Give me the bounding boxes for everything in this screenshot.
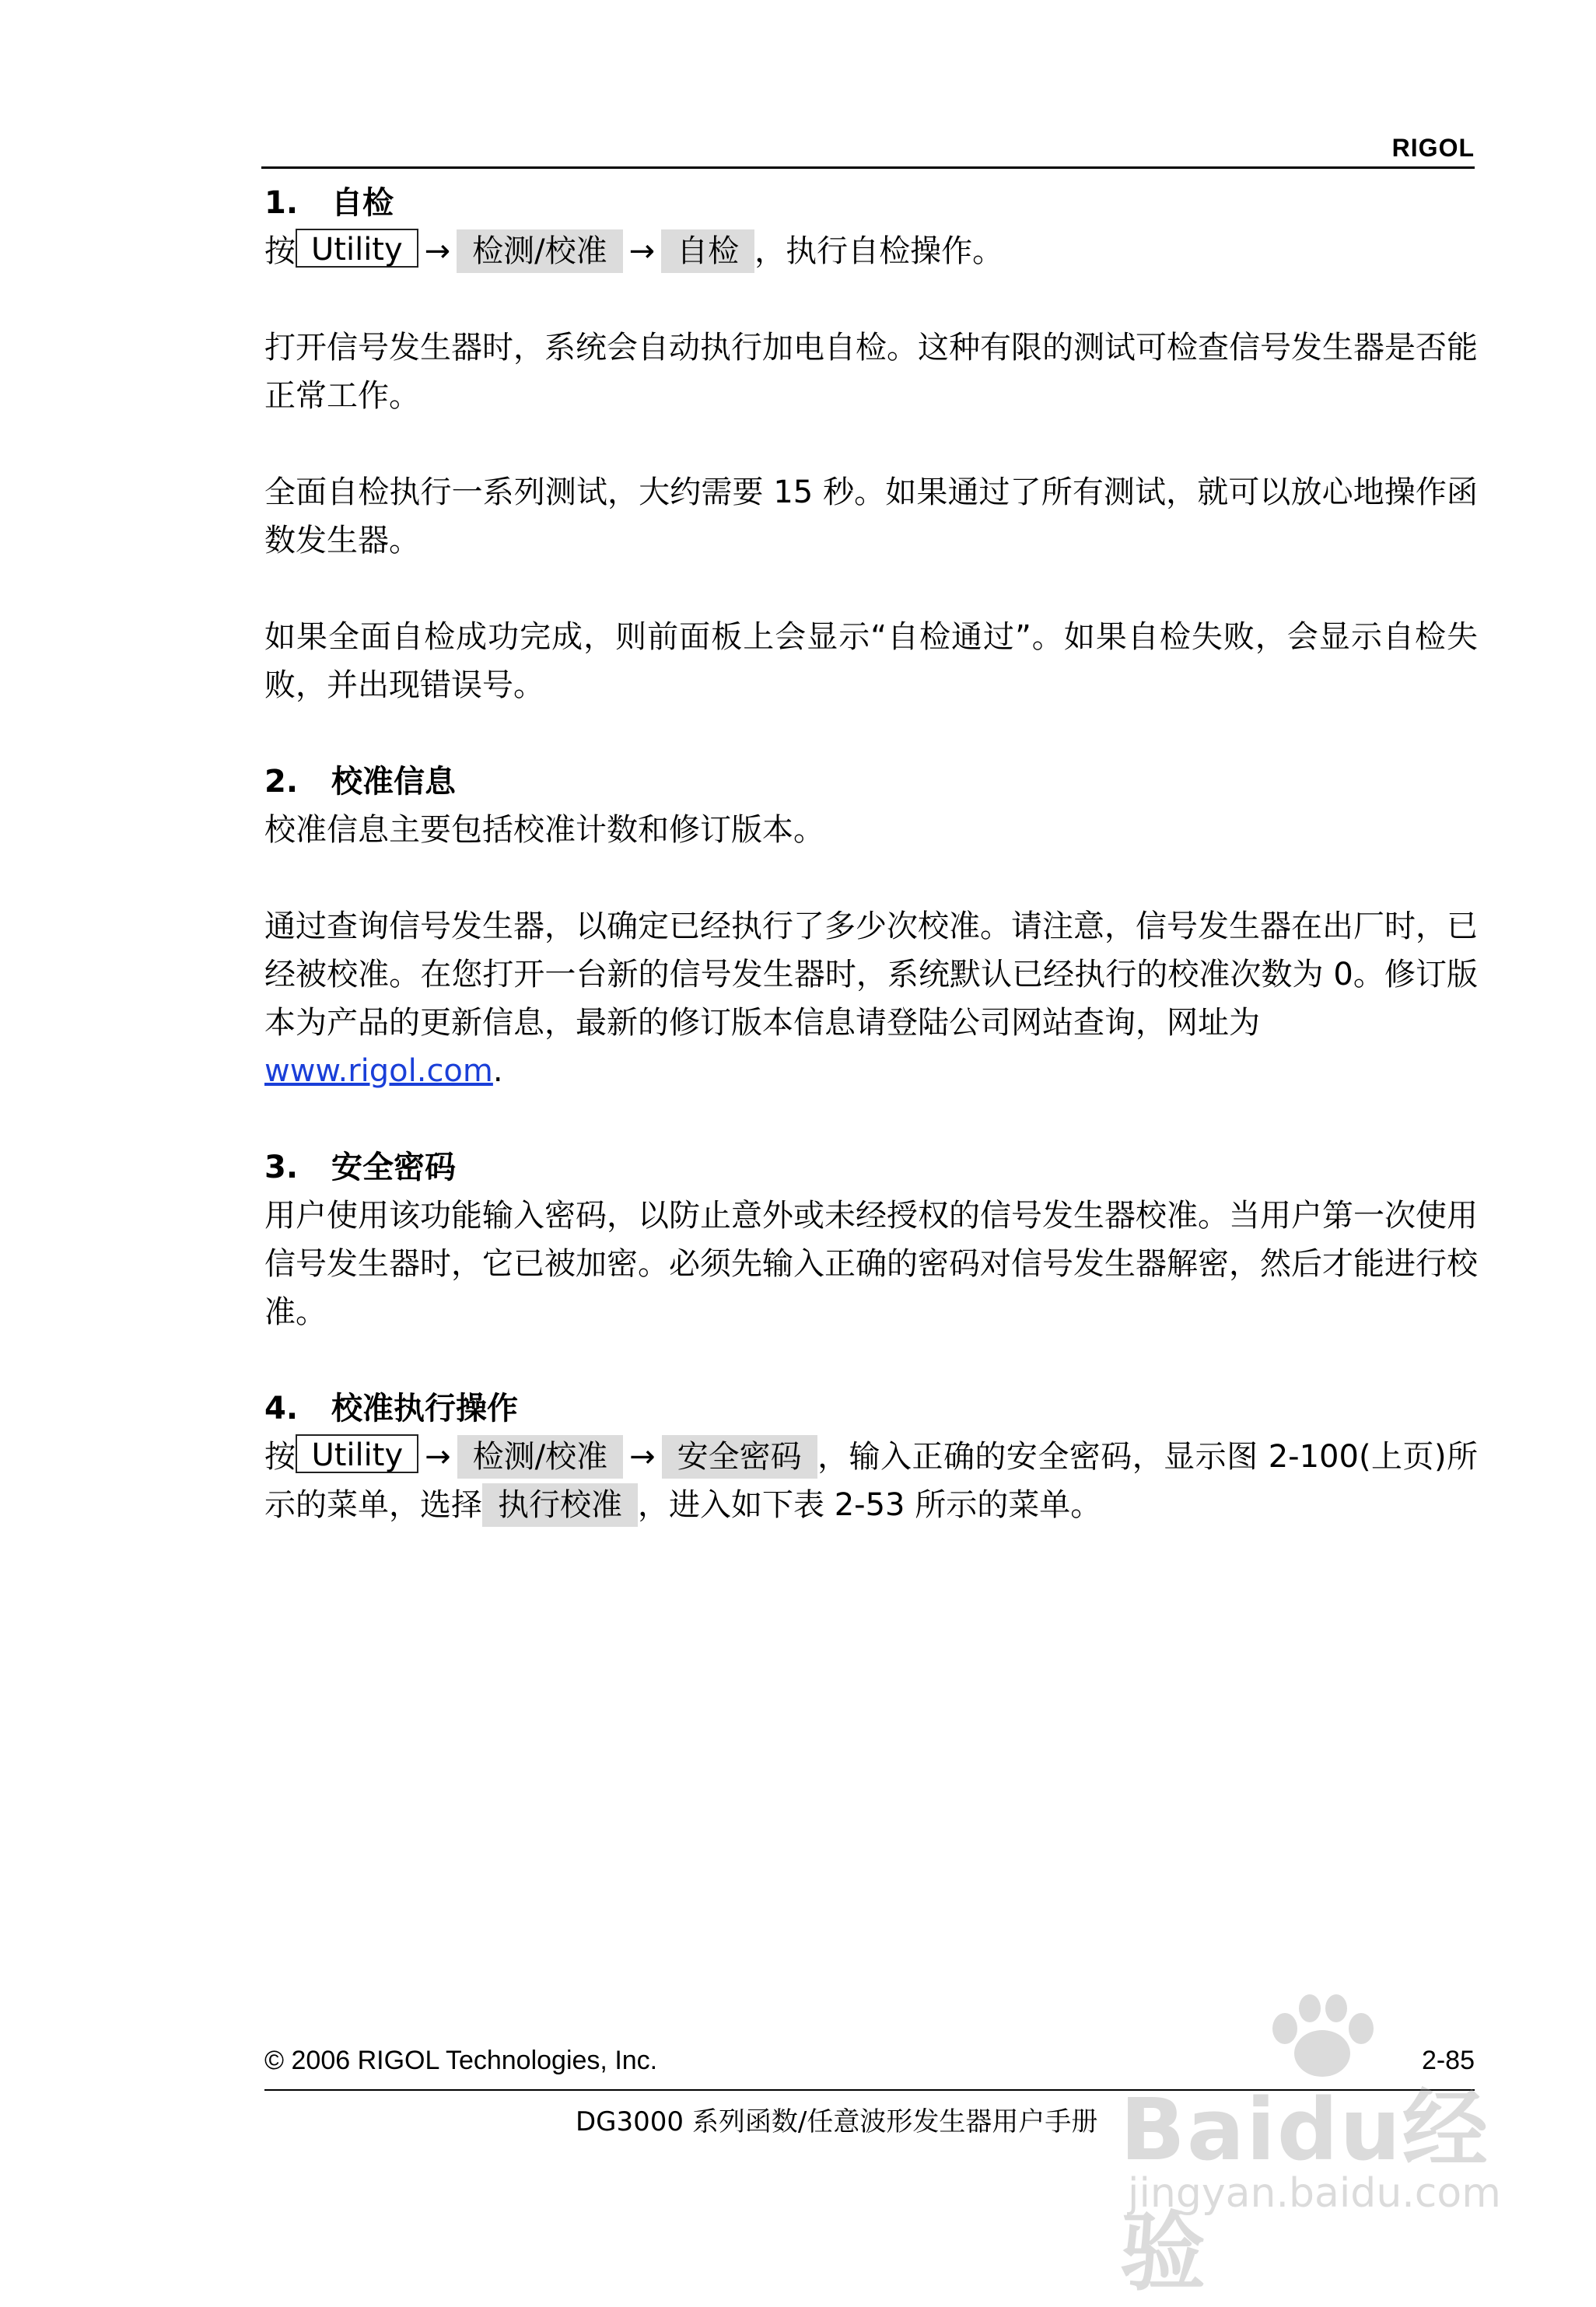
utility-key-button: Utility — [296, 1434, 418, 1473]
header-rule — [261, 166, 1475, 169]
section-3-title — [264, 1143, 1478, 1192]
section-2-heading: 校准信息 — [331, 764, 456, 800]
selftest-softkey: 自检 — [661, 229, 754, 273]
instruction-suffix: ，执行自检操作。 — [754, 233, 1004, 269]
section-4-title — [264, 1385, 1478, 1433]
section-2-number: 2. — [264, 764, 299, 800]
arrow-icon: → — [425, 1439, 451, 1475]
execute-calibration-softkey: 执行校准 — [482, 1483, 638, 1527]
calibration-softkey: 检测/校准 — [457, 229, 622, 273]
section-3-paragraph-1: 用户使用该功能输入密码，以防止意外或未经授权的信号发生器校准。当用户第一次使用信号发生器时，它已被加密。必须先输入正确的密码对信号发生器解密，然后才能进行校准。 — [264, 1198, 1478, 1330]
footer-page-number: 2-85 — [1421, 2046, 1475, 2075]
section-3-heading: 安全密码 — [331, 1150, 456, 1185]
section-1-title — [264, 179, 1478, 227]
section-1-paragraph-2: 全面自检执行一系列测试，大约需要 15 秒。如果通过了所有测试，就可以放心地操作函数发生器。 — [264, 474, 1478, 558]
section-4-instruction — [264, 1433, 1478, 1529]
section-1-number: 1. — [264, 185, 299, 221]
section-1-instruction — [264, 227, 1478, 275]
instruction-prefix: 按 — [264, 1439, 296, 1475]
link-suffix: . — [492, 1053, 503, 1089]
arrow-icon: → — [629, 1439, 656, 1475]
baidu-watermark — [1120, 1991, 1501, 2302]
section-2-paragraph-2-text: 通过查询信号发生器，以确定已经执行了多少次校准。请注意，信号发生器在出厂时，已经被校准。在您打开一台新的信号发生器时，系统默认已经执行的校准次数为 0。修订版本为产品的更新信息，最新的修订版本信息请登陆公司网站查询，网址为 — [264, 908, 1478, 1041]
utility-key-button: Utility — [296, 229, 418, 268]
instruction-middle: ，输入正确的安全密码，显示图 2-100(上页)所示的菜单，选择 — [264, 1439, 1479, 1523]
section-1-paragraph-3: 如果全面自检成功完成，则前面板上会显示“自检通过”。如果自检失败，会显示自检失败，并出现错误号。 — [264, 619, 1478, 703]
rigol-website-link[interactable]: www.rigol.com — [264, 1053, 493, 1089]
section-2-paragraph-1: 校准信息主要包括校准计数和修订版本。 — [264, 812, 824, 848]
header-brand: RIGOL — [1391, 134, 1475, 162]
instruction-prefix: 按 — [264, 233, 296, 269]
instruction-end: ，进入如下表 2-53 所示的菜单。 — [638, 1487, 1102, 1523]
footer-manual-title: DG3000 系列函数/任意波形发生器用户手册 — [576, 2106, 1098, 2137]
section-1-heading: 自检 — [331, 185, 394, 221]
section-4-heading: 校准执行操作 — [331, 1391, 518, 1427]
watermark-logo-text: Baidu经验 — [1120, 2080, 1489, 2302]
section-2-title — [264, 758, 1478, 806]
calibration-softkey: 检测/校准 — [457, 1435, 623, 1479]
section-4-number: 4. — [264, 1391, 299, 1427]
arrow-icon: → — [628, 233, 656, 269]
section-2-paragraph-2 — [264, 902, 1478, 1095]
section-3-number: 3. — [264, 1150, 299, 1185]
security-password-softkey: 安全密码 — [662, 1435, 817, 1479]
page-content — [264, 179, 1478, 1529]
arrow-icon: → — [424, 233, 451, 269]
section-1-paragraph-1: 打开信号发生器时，系统会自动执行加电自检。这种有限的测试可检查信号发生器是否能正常工作。 — [264, 330, 1478, 414]
watermark-url-text: jingyan.baidu.com — [1128, 2170, 1501, 2217]
footer-copyright: © 2006 RIGOL Technologies, Inc. — [264, 2046, 658, 2075]
